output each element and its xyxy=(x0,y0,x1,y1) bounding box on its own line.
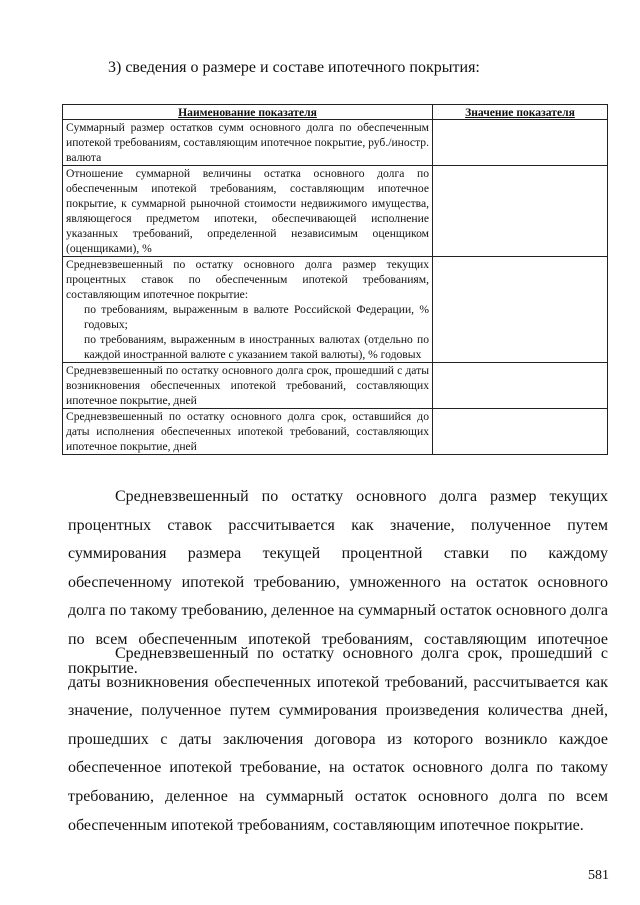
table-row xyxy=(63,120,608,166)
indicator-value xyxy=(433,409,608,455)
indicator-name: Средневзвешенный по остатку основного долга срок, прошедший с даты возникновения обеспеченных ипотекой требований, составляющих ипотечное покрытие, дней xyxy=(63,363,433,409)
indicator-name-group xyxy=(63,257,433,363)
indicator-value xyxy=(433,120,608,166)
indicator-sub-foreign: по требованиям, выраженным в иностранных валютах (отдельно по каждой иностранной валюте с указанием такой валюты), % годовых xyxy=(84,333,429,361)
indicator-name: Средневзвешенный по остатку основного долга срок, оставшийся до даты исполнения обеспеченных ипотекой требований, составляющих ипотечное покрытие, дней xyxy=(63,409,433,455)
table-header-row xyxy=(63,105,608,120)
column-header-name: Наименование показателя xyxy=(63,105,433,120)
column-header-value: Значение показателя xyxy=(433,105,608,120)
indicator-name: Суммарный размер остатков сумм основного долга по обеспеченным ипотекой требованиям, составляющим ипотечное покрытие, руб./иностр. валюта xyxy=(63,120,433,166)
section-heading: 3) сведения о размере и составе ипотечного покрытия: xyxy=(108,59,480,76)
page-number: 581 xyxy=(588,868,609,883)
indicator-sub-rub: по требованиям, выраженным в валюте Российской Федерации, % годовых; xyxy=(84,303,429,331)
indicator-value xyxy=(433,363,608,409)
indicators-table xyxy=(62,104,608,455)
paragraph-elapsed-term: Средневзвешенный по остатку основного долга срок, прошедший с даты возникновения обеспеченных ипотекой требований, рассчитывается как значение, полученное путем суммирования произведения количества дней, прошедших с даты заключения договора из которого возникло каждое обеспеченное ипотекой требование, на остаток основного долга по такому требованию, деленное на суммарный остаток основного долга по всем обеспеченным ипотекой требованиям, составляющим ипотечное покрытие. xyxy=(68,645,608,834)
table-row xyxy=(63,257,608,363)
indicator-value xyxy=(433,257,608,363)
indicator-name: Средневзвешенный по остатку основного долга размер текущих процентных ставок по обеспеченным ипотекой требованиям, составляющим ипотечное покрытие: xyxy=(66,258,429,301)
table-row xyxy=(63,409,608,455)
indicator-name: Отношение суммарной величины остатка основного долга по обеспеченным ипотекой требованиям, составляющим ипотечное покрытие, к суммарной рыночной стоимости недвижимого имущества, являющегося предметом ипотеки, обеспечивающей исполнение указанных требований, определенной независимым оценщиком (оценщиками), % xyxy=(63,166,433,257)
table-row xyxy=(63,166,608,257)
table-row xyxy=(63,363,608,409)
indicator-value xyxy=(433,166,608,257)
paragraph-interest-rate: Средневзвешенный по остатку основного долга размер текущих процентных ставок рассчитывается как значение, полученное путем суммирования размера текущей процентной ставки по каждому обеспеченному ипотекой требованию, умноженного на остаток основного долга по такому требованию, деленное на суммарный остаток основного долга по всем обеспеченным ипотекой требованиям, составляющим ипотечное покрытие. xyxy=(68,488,608,677)
